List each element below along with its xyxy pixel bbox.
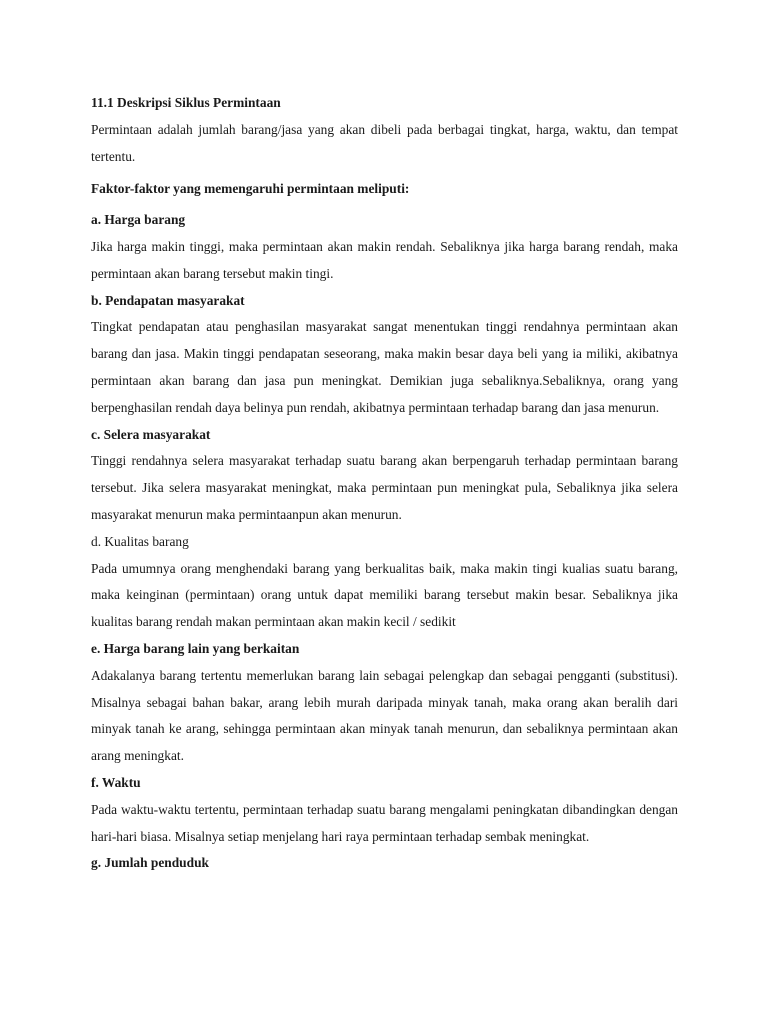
factor-body-taste: Tinggi rendahnya selera masyarakat terhadap suatu barang akan berpengaruh terhadap permintaan barang tersebut. Jika selera masyarakat meningkat, maka permintaan pun meningkat pula, Sebaliknya jika selera masyarakat menurun maka permintaanpun akan menurun. (91, 453, 678, 522)
factor-body-related-goods: Adakalanya barang tertentu memerlukan barang lain sebagai pelengkap dan sebagai pengganti (substitusi). Misalnya sebagai bahan bakar, arang lebih murah daripada minyak tanah, maka orang akan beralih dari minyak tanah ke arang, sehingga permintaan akan minyak tanah menurun, dan sebaliknya permintaan akan arang meningkat. (91, 667, 678, 764)
factor-heading-price: a. Harga barang (91, 212, 186, 228)
factor-body-time: Pada waktu-waktu tertentu, permintaan terhadap suatu barang mengalami peningkatan dibandingkan dengan hari-hari biasa. Misalnya setiap menjelang hari raya permintaan terhadap sembak meningkat. (91, 801, 678, 844)
factor-heading-time: f. Waktu (91, 774, 141, 790)
factor-heading-taste: c. Selera masyarakat (91, 426, 211, 442)
intro-paragraph: Permintaan adalah jumlah barang/jasa yang akan dibeli pada berbagai tingkat, harga, waktu, dan tempat tertentu. (91, 121, 678, 164)
factor-heading-income: b. Pendapatan masyarakat (91, 292, 245, 308)
factors-heading: Faktor-faktor yang memengaruhi permintaan meliputi: (91, 181, 410, 197)
factor-body-price: Jika harga makin tinggi, maka permintaan akan makin rendah. Sebaliknya jika harga barang rendah, maka permintaan akan barang tersebut makin tingi. (91, 238, 678, 281)
section-title: 11.1 Deskripsi Siklus Permintaan (91, 95, 281, 110)
factor-heading-population: g. Jumlah penduduk (91, 855, 209, 871)
factor-heading-quality: d. Kualitas barang (91, 533, 189, 549)
factor-heading-related-goods: e. Harga barang lain yang berkaitan (91, 640, 300, 656)
document-page (91, 90, 678, 877)
factor-body-quality: Pada umumnya orang menghendaki barang yang berkualitas baik, maka makin tingi kualias suatu barang, maka keinginan (permintaan) orang untuk dapat memiliki barang tersebut makin besar. Sebaliknya jika kualitas barang rendah makan permintaan akan makin kecil / sedikit (91, 560, 678, 630)
factor-body-income: Tingkat pendapatan atau penghasilan masyarakat sangat menentukan tinggi rendahnya permintaan akan barang dan jasa. Makin tinggi pendapatan seseorang, maka makin besar daya beli yang ia miliki, akibatnya permintaan akan barang dan jasa pun meningkat. Demikian juga sebaliknya.Sebaliknya, orang yang berpenghasilan rendah daya belinya pun rendah, akibatnya permintaan terhadap barang dan jasa menurun. (91, 319, 678, 415)
